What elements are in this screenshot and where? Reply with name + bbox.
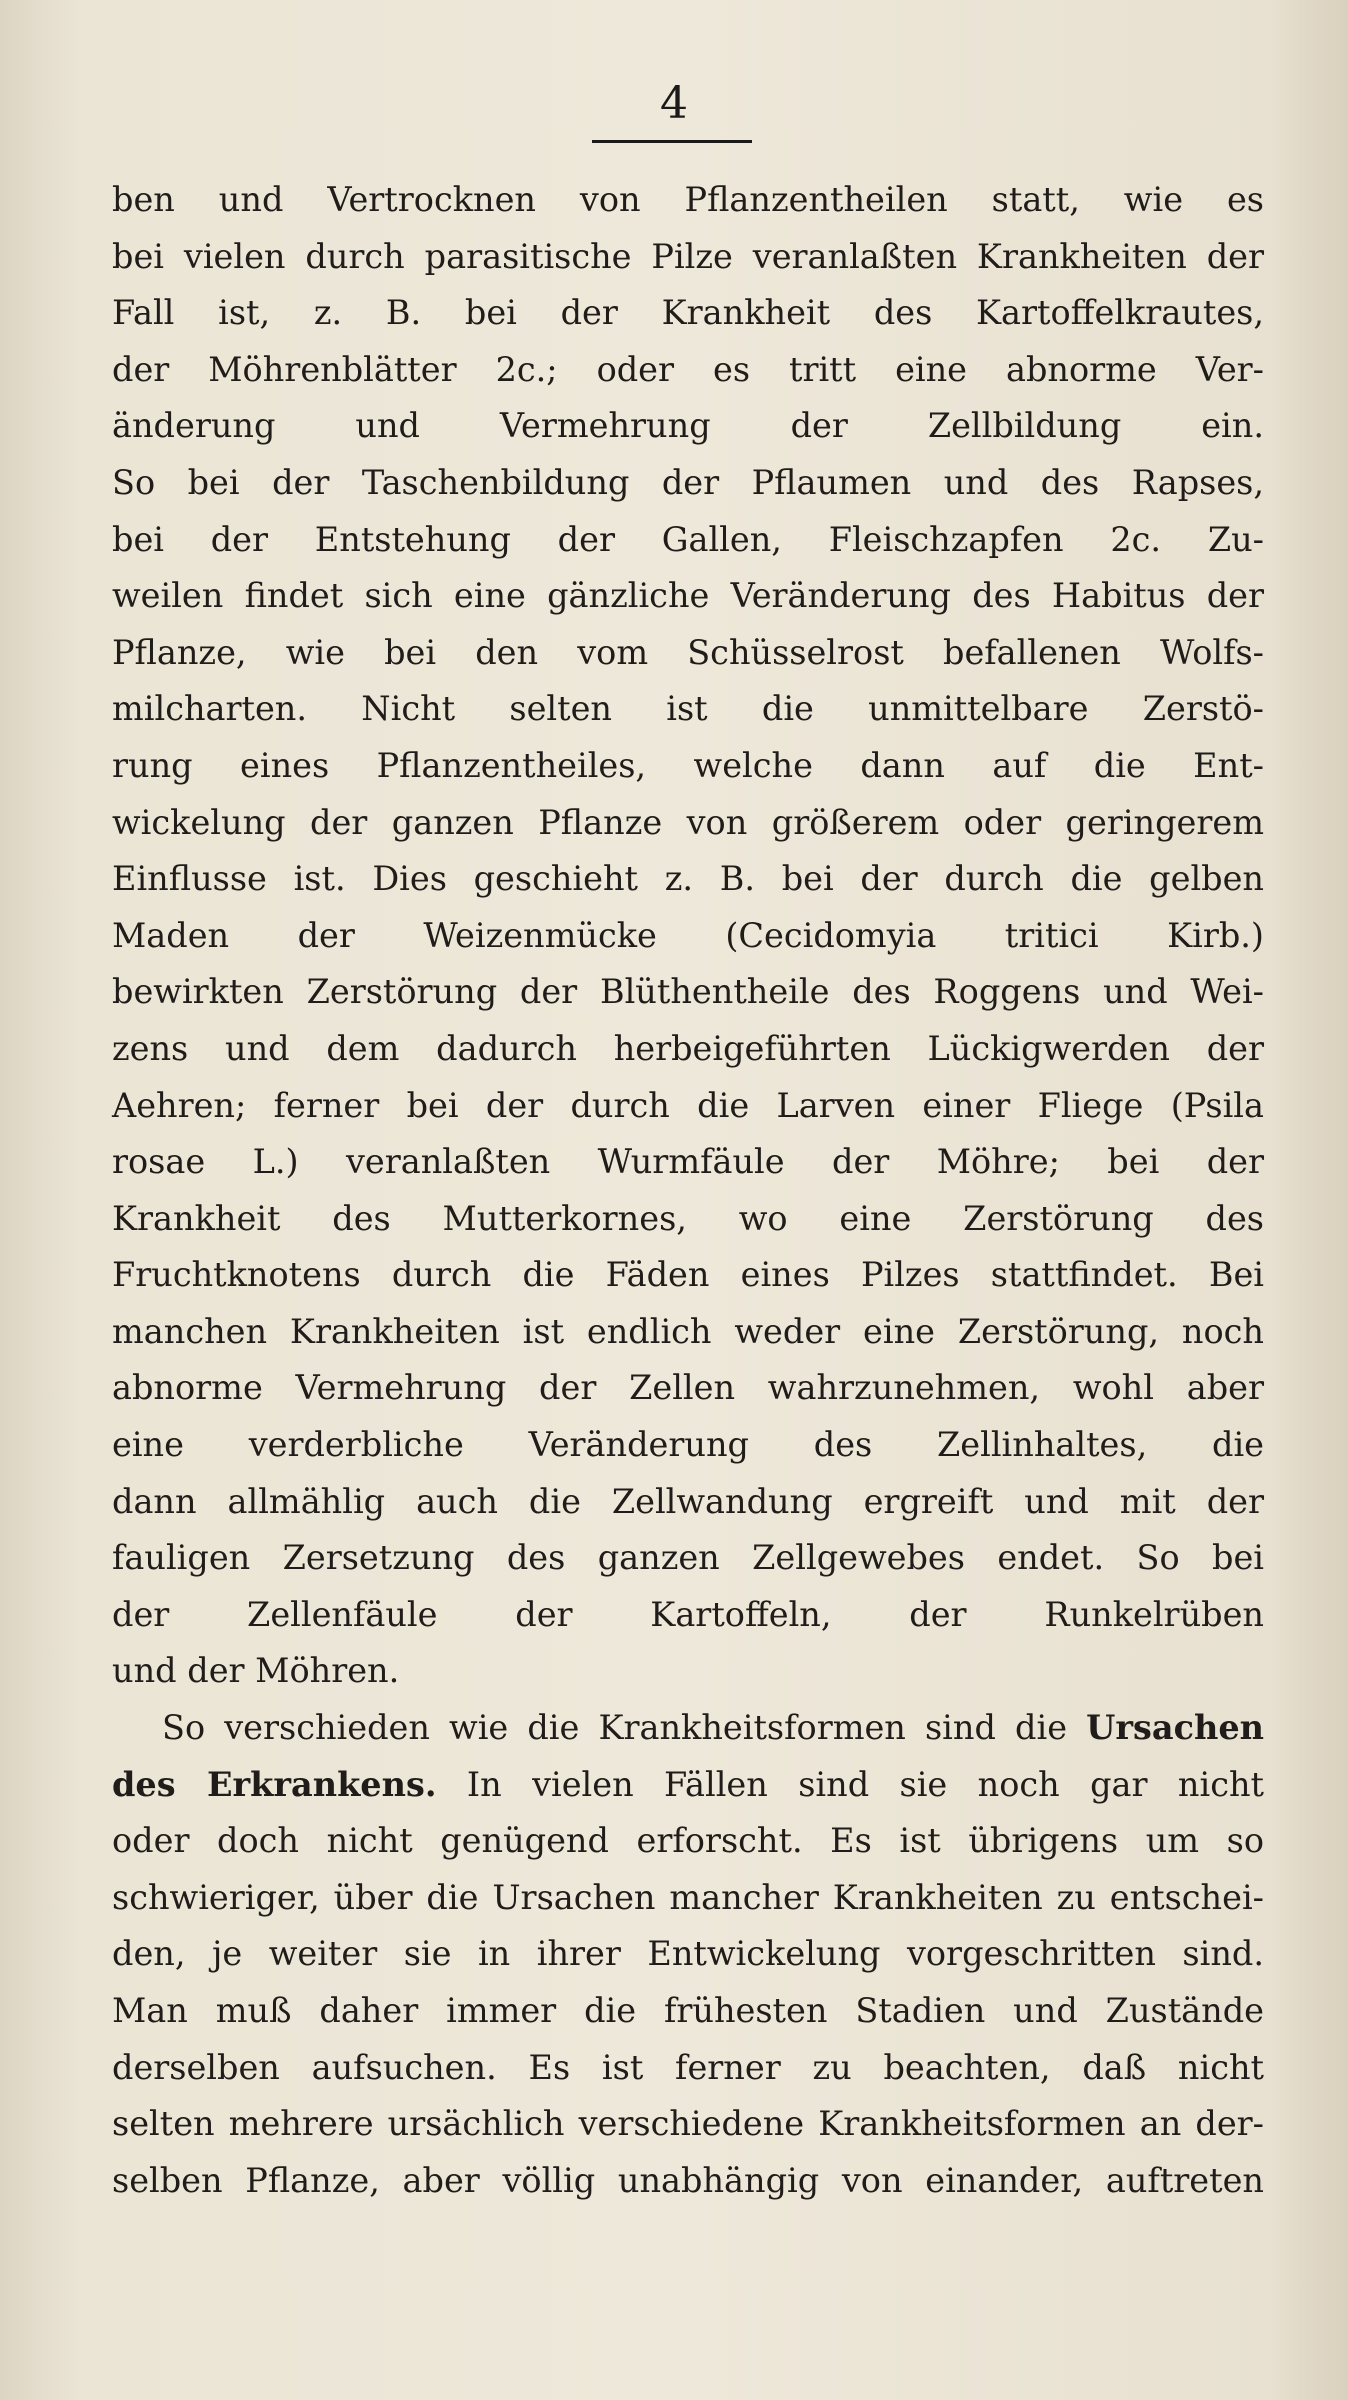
bold-term: des Erkrankens.: [112, 1764, 437, 1804]
page-number-rule: [592, 140, 752, 143]
text-line: eine verderbliche Veränderung des Zellinhaltes, die: [112, 1425, 1264, 1465]
text-line: fauligen Zersetzung des ganzen Zellgewebes endet. So bei: [112, 1538, 1264, 1578]
text-line: derselben aufsuchen. Es ist ferner zu beachten, daß nicht: [112, 2047, 1264, 2087]
text-line: ben und Vertrocknen von Pflanzentheilen statt, wie es: [112, 180, 1264, 219]
text-line: weilen findet sich eine gänzliche Veränderung des Habitus der: [112, 576, 1264, 616]
text-line: selten mehrere ursächlich verschiedene Krankheitsformen an der-: [112, 2104, 1264, 2144]
text-line: schwieriger, über die Ursachen mancher Krankheiten zu entschei-: [112, 1877, 1264, 1917]
paragraph-start-line: [112, 1700, 1264, 1757]
text-line: den, je weiter sie in ihrer Entwickelung vorgeschritten sind.: [112, 1934, 1264, 1974]
text-line: der Zellenfäule der Kartoffeln, der Runkelrüben: [112, 1594, 1264, 1634]
text-line: So bei der Taschenbildung der Pflaumen und des Rapses,: [112, 462, 1264, 502]
page-number: 4: [660, 78, 688, 129]
text-line: änderung und Vermehrung der Zellbildung ein.: [112, 406, 1264, 446]
text-line: wickelung der ganzen Pflanze von größerem oder geringerem: [112, 802, 1264, 842]
text-line: Pflanze, wie bei den vom Schüsselrost befallenen Wolfs-: [112, 632, 1264, 672]
text-line: rung eines Pflanzentheiles, welche dann auf die Ent-: [112, 745, 1264, 785]
text-line: Krankheit des Mutterkornes, wo eine Zerstörung des: [112, 1198, 1264, 1238]
text-line: Fall ist, z. B. bei der Krankheit des Kartoffelkrautes,: [112, 293, 1264, 333]
text-line: Einflusse ist. Dies geschieht z. B. bei der durch die gelben: [112, 859, 1264, 899]
text-line: und der Möhren.: [112, 1651, 400, 1691]
text-line: bewirkten Zerstörung der Blüthentheile des Roggens und Wei-: [112, 972, 1264, 1012]
text-line: bei der Entstehung der Gallen, Fleischzapfen 2c. Zu-: [112, 519, 1264, 559]
text-line: dann allmählig auch die Zellwandung ergreift und mit der: [112, 1481, 1264, 1521]
bold-term: Ursachen: [1086, 1708, 1264, 1748]
text-line: bei vielen durch parasitische Pilze veranlaßten Krankheiten der: [112, 236, 1264, 276]
text-segment: So verschieden wie die Krankheitsformen sind die: [162, 1708, 1068, 1748]
body-text: [112, 172, 1264, 2209]
text-line: zens und dem dadurch herbeigeführten Lückigwerden der: [112, 1028, 1264, 1068]
text-line: oder doch nicht genügend erforscht. Es ist übrigens um so: [112, 1821, 1264, 1861]
text-line: Aehren; ferner bei der durch die Larven einer Fliege (Psila: [112, 1085, 1264, 1125]
text-line: manchen Krankheiten ist endlich weder eine Zerstörung, noch: [112, 1311, 1264, 1351]
text-line: [112, 1757, 1264, 1814]
text-line: Maden der Weizenmücke (Cecidomyia tritici Kirb.): [112, 915, 1264, 955]
text-segment: In vielen Fällen sind sie noch gar nicht: [466, 1764, 1264, 1804]
text-line: rosae L.) veranlaßten Wurmfäule der Möhre; bei der: [112, 1142, 1264, 1182]
text-line: selben Pflanze, aber völlig unabhängig von einander, auftreten: [112, 2160, 1264, 2200]
text-line: Fruchtknotens durch die Fäden eines Pilzes stattfindet. Bei: [112, 1255, 1264, 1295]
text-line: abnorme Vermehrung der Zellen wahrzunehmen, wohl aber: [112, 1368, 1264, 1408]
text-line: Man muß daher immer die frühesten Stadien und Zustände: [112, 1991, 1264, 2030]
text-line: milcharten. Nicht selten ist die unmittelbare Zerstö-: [112, 689, 1264, 729]
text-line: der Möhrenblätter 2c.; oder es tritt eine abnorme Ver-: [112, 349, 1264, 389]
